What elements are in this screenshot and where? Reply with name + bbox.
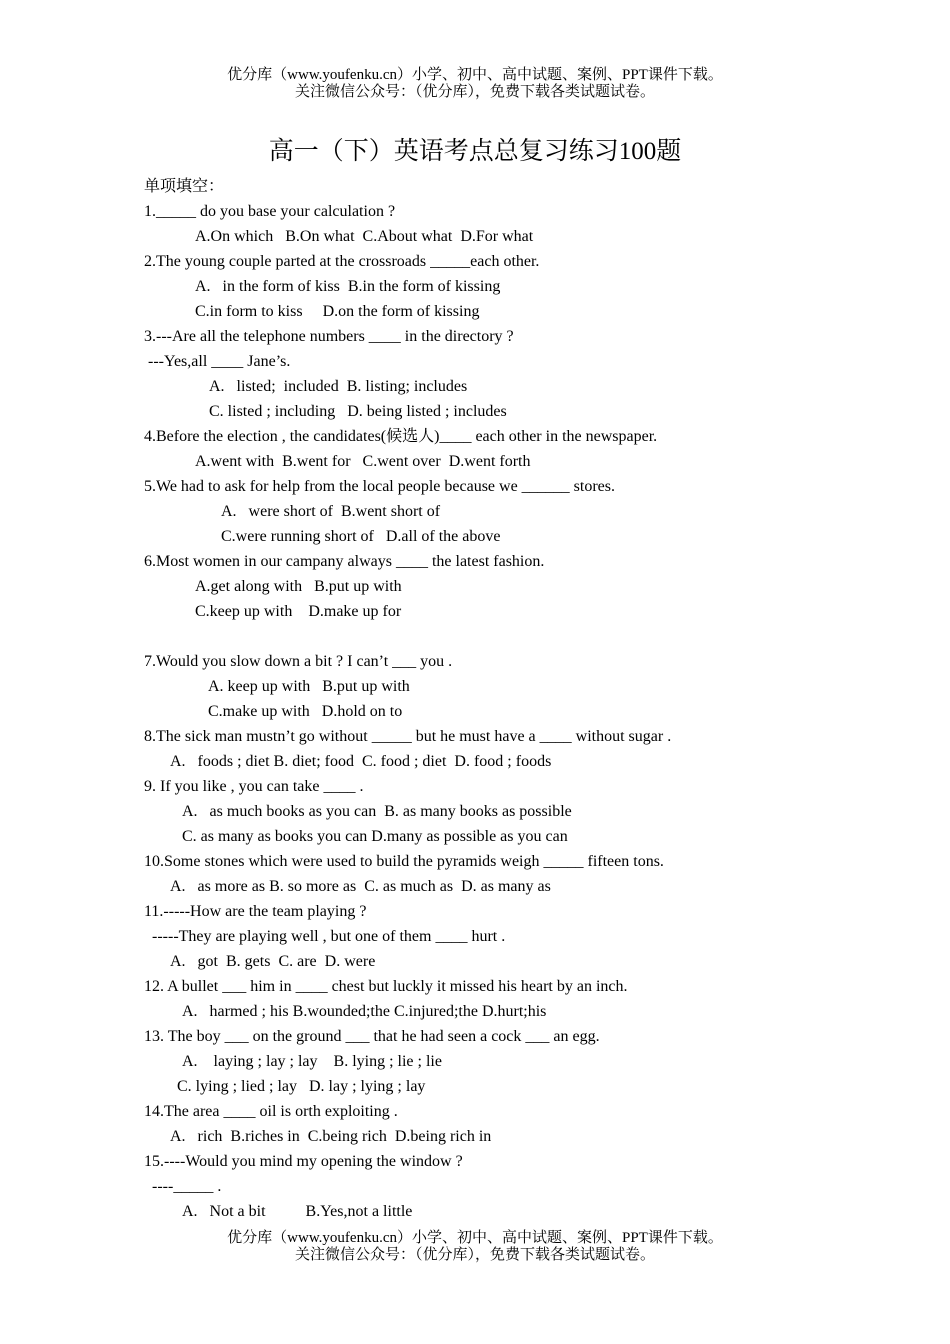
page-header: [0, 67, 950, 101]
spacer: [144, 624, 904, 649]
question-stem: 14.The area ____ oil is orth exploiting .: [144, 1103, 398, 1120]
question-options: A. laying ; lay ; lay B. lying ; lie ; lie: [182, 1053, 442, 1070]
section-heading: 单项填空：: [144, 178, 225, 195]
question-options: A. Not a bit B.Yes,not a little: [182, 1203, 413, 1220]
footer-line-2: 关注微信公众号：（优分库），免费下载各类试题试卷。: [294, 1247, 655, 1263]
question-options: C. listed ; including D. being listed ; includes: [209, 403, 507, 420]
question-options: A. foods ; diet B. diet; food C. food ; diet D. food ; foods: [170, 753, 552, 770]
question-stem: 11.-----How are the team playing ?: [144, 903, 367, 920]
question-stem: 2.The young couple parted at the crossroads _____each other.: [144, 253, 540, 270]
document-title: 高一（下）英语考点总复习练习100题: [268, 138, 682, 165]
question-stem-continued: -----They are playing well , but one of them ____ hurt .: [152, 928, 506, 945]
question-options: A. listed; included B. listing; includes: [209, 378, 468, 395]
question-list: [144, 174, 904, 1224]
question-stem-continued: ---Yes,all ____ Jane’s.: [148, 353, 291, 370]
question-options: C. as many as books you can D.many as possible as you can: [182, 828, 568, 845]
question-options: A.get along with B.put up with: [195, 578, 402, 595]
question-stem-continued: ----_____ .: [152, 1178, 222, 1195]
question-options: C.make up with D.hold on to: [208, 703, 403, 720]
question-stem: 10.Some stones which were used to build the pyramids weigh _____ fifteen tons.: [144, 853, 664, 870]
question-options: A.went with B.went for C.went over D.went forth: [195, 453, 531, 470]
question-stem: 13. The boy ___ on the ground ___ that he had seen a cock ___ an egg.: [144, 1028, 600, 1045]
question-stem: 15.----Would you mind my opening the window ?: [144, 1153, 463, 1170]
question-stem: 5.We had to ask for help from the local people because we ______ stores.: [144, 478, 616, 495]
question-stem: 9. If you like , you can take ____ .: [144, 778, 364, 795]
question-stem: 4.Before the election , the candidates(候选人)____ each other in the newspaper.: [144, 428, 658, 445]
page-footer: [0, 1230, 950, 1264]
question-options: C.were running short of D.all of the above: [221, 528, 501, 545]
question-options: A. rich B.riches in C.being rich D.being rich in: [170, 1128, 492, 1145]
question-stem: 1._____ do you base your calculation ?: [144, 203, 396, 220]
question-options: A. were short of B.went short of: [221, 503, 441, 520]
question-options: A. as more as B. so more as C. as much as D. as many as: [170, 878, 551, 895]
question-options: C.in form to kiss D.on the form of kissing: [195, 303, 480, 320]
question-options: A. as much books as you can B. as many books as possible: [182, 803, 572, 820]
question-stem: 7.Would you slow down a bit ? I can’t ___ you .: [144, 653, 453, 670]
question-options: A.On which B.On what C.About what D.For what: [195, 228, 534, 245]
footer-line-1: 优分库（www.youfenku.cn）小学、初中、高中试题、案例、PPT课件下载。: [227, 1230, 723, 1246]
question-options: A. got B. gets C. are D. were: [170, 953, 376, 970]
header-line-1: 优分库（www.youfenku.cn）小学、初中、高中试题、案例、PPT课件下载。: [227, 67, 723, 83]
question-options: A. harmed ; his B.wounded;the C.injured;the D.hurt;his: [182, 1003, 547, 1020]
question-options: A. in the form of kiss B.in the form of kissing: [195, 278, 501, 295]
question-stem: 3.---Are all the telephone numbers ____ in the directory ?: [144, 328, 514, 345]
question-stem: 12. A bullet ___ him in ____ chest but luckly it missed his heart by an inch.: [144, 978, 628, 995]
question-options: A. keep up with B.put up with: [208, 678, 410, 695]
header-line-2: 关注微信公众号：（优分库），免费下载各类试题试卷。: [294, 84, 655, 100]
question-stem: 8.The sick man mustn’t go without _____ but he must have a ____ without sugar .: [144, 728, 672, 745]
question-stem: 6.Most women in our campany always ____ the latest fashion.: [144, 553, 545, 570]
question-options: C. lying ; lied ; lay D. lay ; lying ; lay: [177, 1078, 426, 1095]
question-options: C.keep up with D.make up for: [195, 603, 402, 620]
